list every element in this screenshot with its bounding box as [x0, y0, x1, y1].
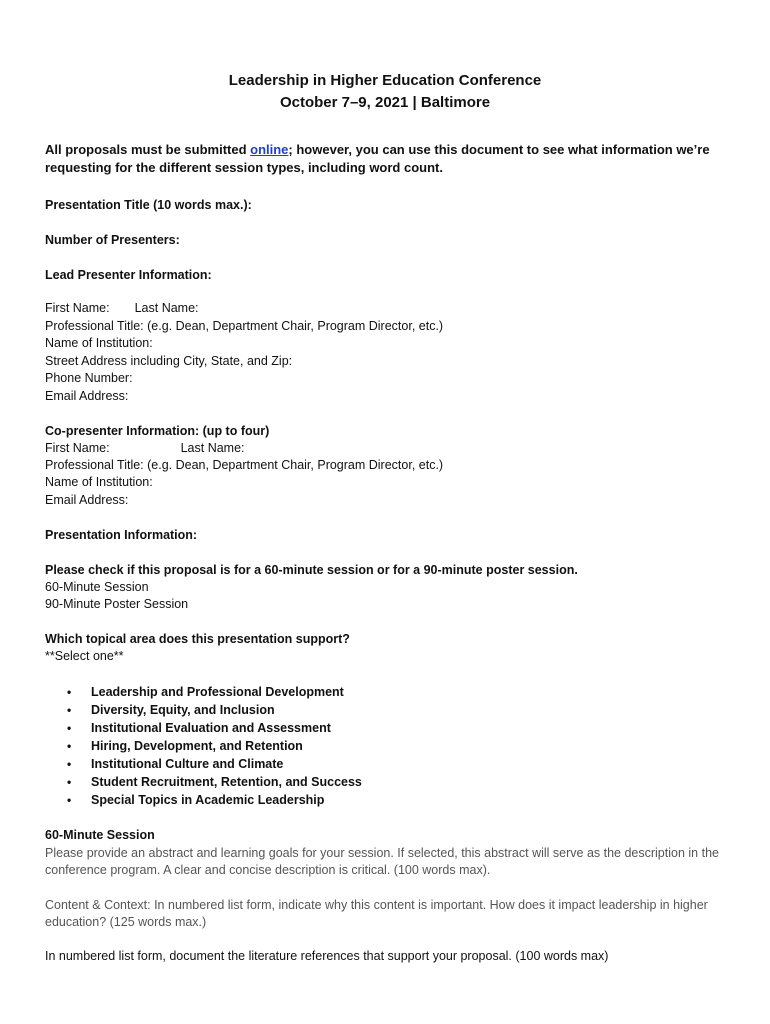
bullet-icon: • — [67, 793, 72, 807]
lead-first-name-label: First Name: — [45, 301, 110, 315]
topic-label: Institutional Culture and Climate — [91, 757, 284, 771]
select-one-note: **Select one** — [45, 649, 124, 663]
lead-phone-label: Phone Number: — [45, 371, 133, 385]
copresenter-professional-title-label: Professional Title: (e.g. Dean, Department Chair, Program Director, etc.) — [45, 458, 444, 472]
topical-area-question: Which topical area does this presentation support? — [45, 632, 350, 646]
lead-email-label: Email Address: — [45, 389, 129, 403]
sixty-minute-heading: 60-Minute Session — [45, 828, 155, 842]
list-item — [45, 683, 362, 701]
presentation-info-heading: Presentation Information: — [45, 528, 198, 542]
list-item — [45, 755, 362, 773]
bullet-icon: • — [67, 757, 72, 771]
number-of-presenters-label: Number of Presenters: — [45, 233, 180, 247]
bullet-icon: • — [67, 721, 72, 735]
topic-label: Special Topics in Academic Leadership — [91, 793, 325, 807]
topical-areas-list — [45, 683, 362, 809]
abstract-prompt: Please provide an abstract and learning goals for your session. If selected, this abstract will serve as the description in the conference program. A clear and concise description is critical. (100 words max). — [45, 846, 719, 877]
intro-text-start: All proposals must be submitted — [45, 142, 251, 157]
lead-last-name-label: Last Name: — [134, 301, 199, 315]
document-title: Leadership in Higher Education Conference — [228, 72, 542, 89]
lead-institution-label: Name of Institution: — [45, 336, 153, 350]
session-option-60: 60-Minute Session — [45, 580, 149, 594]
session-option-90: 90-Minute Poster Session — [45, 597, 189, 611]
copresenter-name-row — [45, 440, 245, 457]
bullet-icon: • — [67, 685, 72, 699]
list-item — [45, 791, 362, 809]
topic-label: Hiring, Development, and Retention — [91, 739, 303, 753]
copresenter-heading: Co-presenter Information: (up to four) — [45, 424, 270, 438]
copresenter-email-label: Email Address: — [45, 493, 129, 507]
copresenter-last-name-label: Last Name: — [180, 441, 245, 455]
lead-presenter-heading: Lead Presenter Information: — [45, 268, 212, 282]
bullet-icon: • — [67, 739, 72, 753]
bullet-icon: • — [67, 775, 72, 789]
topic-label: Diversity, Equity, and Inclusion — [91, 703, 275, 717]
online-link[interactable]: online — [250, 142, 289, 157]
lead-professional-title-label: Professional Title: (e.g. Dean, Department Chair, Program Director, etc.) — [45, 319, 444, 333]
list-item — [45, 701, 362, 719]
copresenter-institution-label: Name of Institution: — [45, 475, 153, 489]
lead-name-row — [45, 300, 199, 317]
content-context-prompt: Content & Context: In numbered list form, indicate why this content is important. How does it impact leadership in higher education? (125 words max.) — [45, 898, 708, 929]
bullet-icon: • — [67, 703, 72, 717]
copresenter-first-name-label: First Name: — [45, 441, 110, 455]
session-type-question: Please check if this proposal is for a 60-minute session or for a 90-minute poster session. — [45, 563, 578, 577]
list-item — [45, 773, 362, 791]
document-subtitle: October 7–9, 2021 | Baltimore — [279, 94, 491, 111]
intro-text-end: ; however, you can use this document to see what information we’re requesting for the different session types, including word count. — [45, 142, 710, 175]
lead-address-label: Street Address including City, State, and Zip: — [45, 354, 293, 368]
topic-label: Student Recruitment, Retention, and Success — [91, 775, 362, 789]
intro-paragraph — [45, 141, 735, 177]
topic-label: Institutional Evaluation and Assessment — [91, 721, 331, 735]
presentation-title-label: Presentation Title (10 words max.): — [45, 198, 252, 212]
topic-label: Leadership and Professional Development — [91, 685, 344, 699]
list-item — [45, 737, 362, 755]
list-item — [45, 719, 362, 737]
literature-prompt: In numbered list form, document the literature references that support your proposal. (100 words max) — [45, 949, 609, 963]
